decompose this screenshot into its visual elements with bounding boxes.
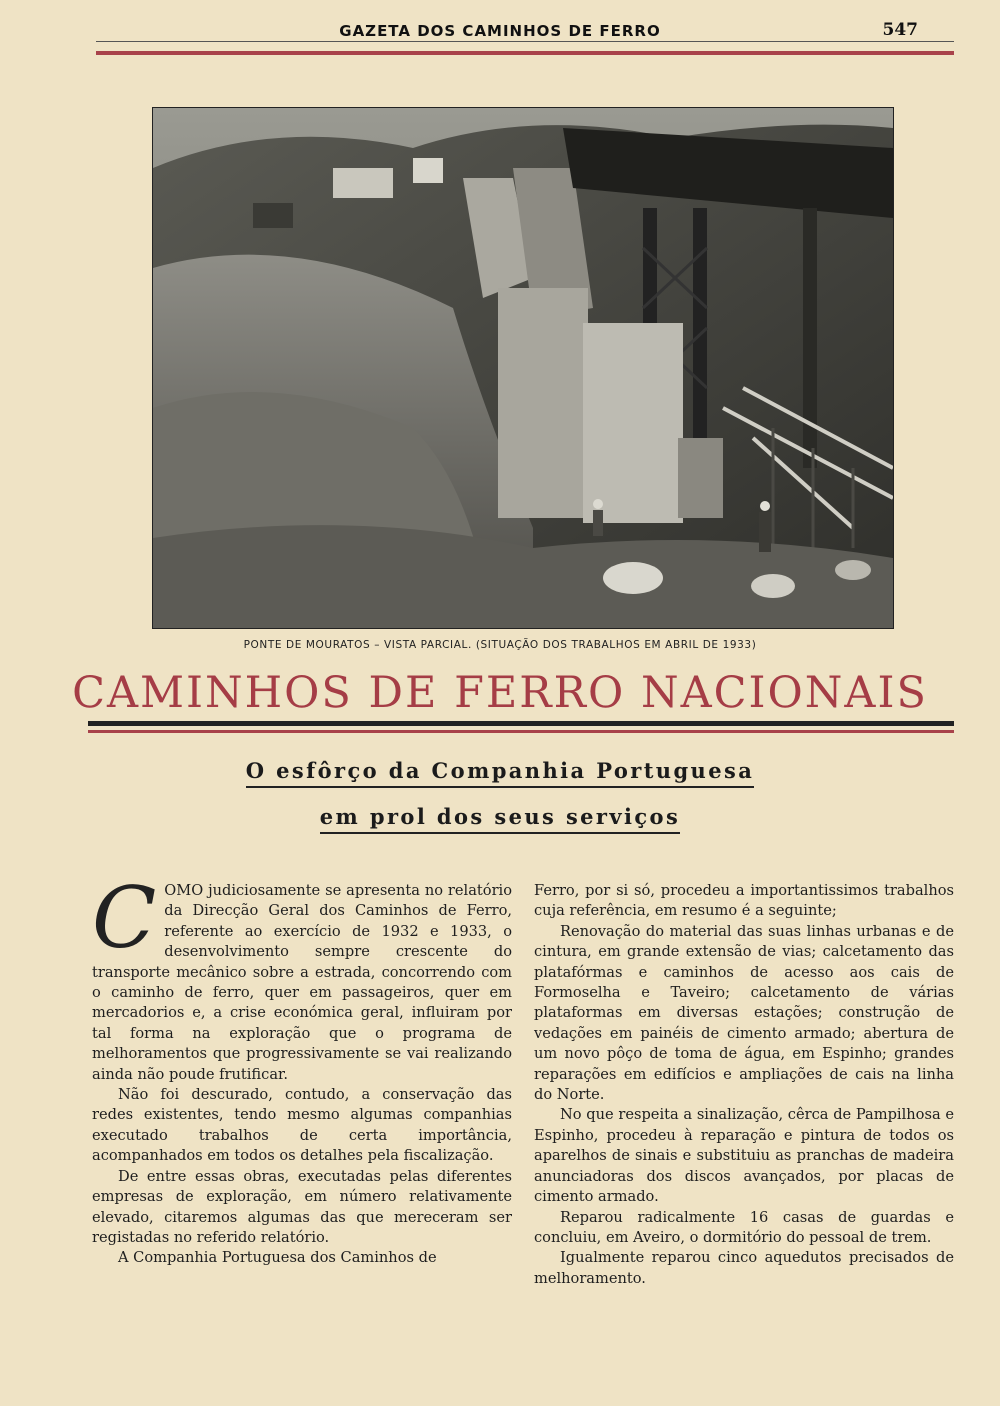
article-subtitle-line-1 bbox=[0, 758, 1000, 783]
subtitle-line-1-text: O esfôrço da Companhia Portuguesa bbox=[246, 758, 754, 788]
drop-cap: C bbox=[92, 869, 157, 967]
bridge-photograph bbox=[152, 107, 894, 629]
paragraph-4: A Companhia Portuguesa dos Caminhos de bbox=[118, 1249, 437, 1267]
paragraph-5: Ferro, por si só, procedeu a importantissimos trabalhos cuja referência, em resumo é a seguinte; bbox=[534, 882, 954, 920]
header-red-rule bbox=[96, 51, 954, 55]
title-thick-rule bbox=[88, 721, 954, 726]
paragraph-9: Igualmente reparou cinco aquedutos precisados de melhoramento. bbox=[534, 1249, 954, 1287]
article-right-column bbox=[534, 881, 954, 1289]
header-thin-rule bbox=[96, 41, 954, 42]
paragraph-2: Não foi descurado, contudo, a conservação das redes existentes, tendo mesmo algumas companhias executado trabalhos de certa importância, acompanhados em todos os detalhes pela fiscalização. bbox=[92, 1086, 512, 1165]
title-red-rule bbox=[88, 730, 954, 733]
paragraph-1-text: OMO judiciosamente se apresenta no relatório da Direcção Geral dos Caminhos de Ferro, referente ao exercício de 1932 e 1933, o desenvolvimento sempre crescente do transporte mecânico sobre a estrada, concorrendo com o caminho de ferro, quer em passageiros, quer em mercadorios e, a crise económica geral, influiram por tal forma na exploração que o programa de melhoramentos que progressivamente se vai realizando ainda não poude frutificar. bbox=[92, 882, 512, 1083]
article-left-column bbox=[92, 869, 512, 1269]
photo-caption: PONTE DE MOURATOS – VISTA PARCIAL. (SITUAÇÃO DOS TRABALHOS EM ABRIL DE 1933) bbox=[243, 639, 757, 651]
article-subtitle-line-2 bbox=[0, 804, 1000, 829]
subtitle-line-2-text: em prol dos seus serviços bbox=[320, 804, 680, 834]
article-main-title: CAMINHOS DE FERRO NACIONAIS bbox=[72, 668, 928, 718]
paragraph-1 bbox=[92, 869, 512, 1085]
page-number: 547 bbox=[882, 20, 918, 40]
paragraph-3: De entre essas obras, executadas pelas diferentes empresas de exploração, em número relativamente elevado, citaremos algumas das que mereceram ser registadas no referido relatório. bbox=[92, 1167, 512, 1246]
paragraph-6: Renovação do material das suas linhas urbanas e de cintura, em grande extensão de vias; calcetamento das platafórmas e caminhos de acesso aos cais de Formoselha e Taveiro; calcetamento de várias plataformas em diversas estações; construção de vedações em painéis de cimento armado; abertura de um novo pôço de toma de água, em Espinho; grandes reparações em edifícios e ampliações de cais na linha do Norte. bbox=[534, 922, 954, 1104]
paragraph-8: Reparou radicalmente 16 casas de guardas e concluiu, em Aveiro, o dormitório do pessoal de trem. bbox=[534, 1208, 954, 1246]
bridge-photo-illustration bbox=[153, 108, 893, 628]
paragraph-7: No que respeita a sinalização, cêrca de Pampilhosa e Espinho, procedeu à reparação e pintura de todos os aparelhos de sinais e substituiu as pranchas de madeira anunciadoras dos discos avançados, por placas de cimento armado. bbox=[534, 1106, 954, 1206]
journal-title: GAZETA DOS CAMINHOS DE FERRO bbox=[339, 22, 661, 40]
